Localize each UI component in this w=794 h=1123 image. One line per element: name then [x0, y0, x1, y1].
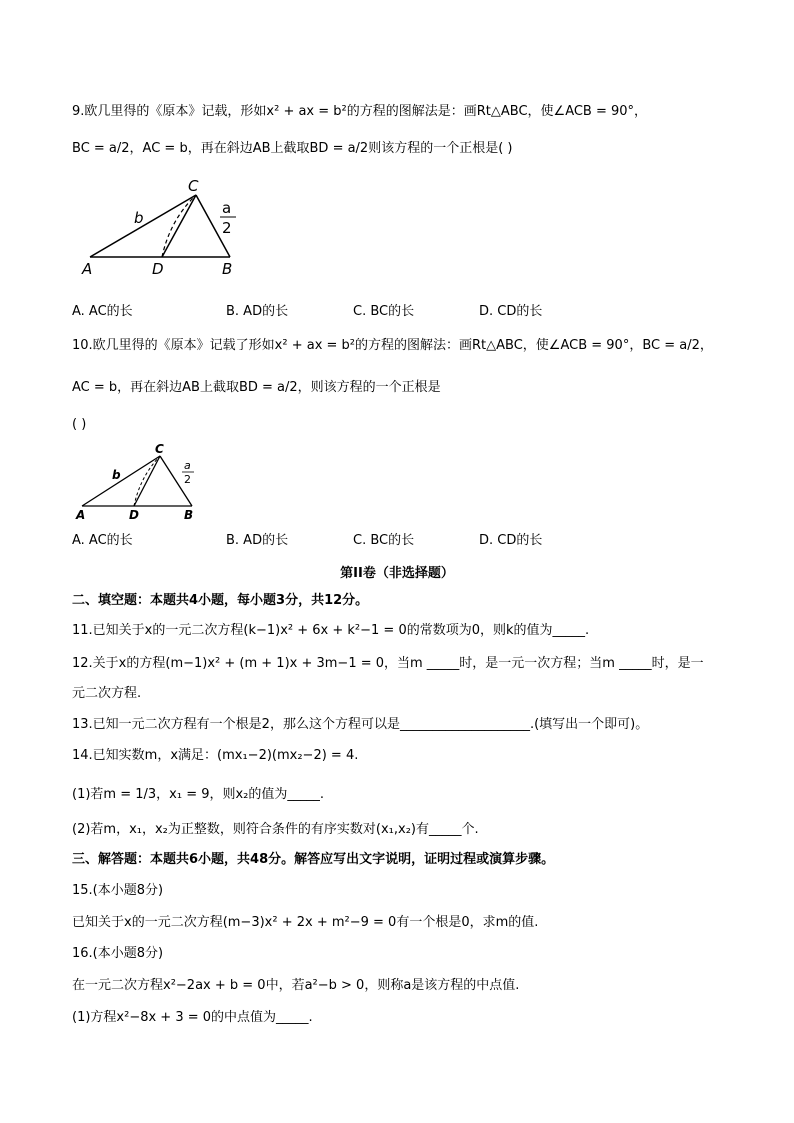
q10-label-C: C	[155, 442, 164, 456]
q10-label-A: A	[76, 508, 86, 522]
q16-part1: (1)方程x²−8x + 3 = 0的中点值为_____.	[72, 1010, 313, 1025]
q10-option-d[interactable]: D. CD的长	[479, 533, 543, 548]
q13-text: 13.已知一元二次方程有一个根是2，那么这个方程可以是____________________.(填写出一个即可)。	[72, 717, 649, 732]
q9-line1: 9.欧几里得的《原本》记载，形如x² + ax = b²的方程的图解法是：画Rt△ABC，使∠ACB = 90°，	[72, 104, 648, 119]
q9-label-C: C	[188, 177, 199, 195]
q10-label-D: D	[129, 508, 139, 522]
q9-option-a[interactable]: A. AC的长	[72, 304, 133, 319]
q9-option-c[interactable]: C. BC的长	[353, 304, 415, 319]
section2-title: 第II卷（非选择题）	[340, 566, 454, 581]
q9-option-d[interactable]: D. CD的长	[479, 304, 543, 319]
q11-text: 11.已知关于x的一元二次方程(k−1)x² + 6x + k²−1 = 0的常数项为0，则k的值为_____.	[72, 623, 590, 638]
q14-text: 14.已知实数m，x满足：(mx₁−2)(mx₂−2) = 4.	[72, 748, 359, 763]
q10-option-a[interactable]: A. AC的长	[72, 533, 133, 548]
q10-figure	[74, 441, 204, 523]
q10-label-2: 2	[184, 473, 191, 486]
q9-label-a: a	[222, 199, 232, 217]
fill-heading: 二、填空题：本题共4小题，每小题3分，共12分。	[72, 593, 369, 608]
q10-label-b: b	[112, 468, 121, 482]
q10-line2: AC = b，再在斜边AB上截取BD = a/2，则该方程的一个正根是	[72, 380, 441, 395]
q10-option-b[interactable]: B. AD的长	[226, 533, 289, 548]
q9-option-b[interactable]: B. AD的长	[226, 304, 289, 319]
q9-label-2: 2	[222, 219, 232, 237]
q10-option-c[interactable]: C. BC的长	[353, 533, 415, 548]
q14-part1: (1)若m = 1/3，x₁ = 9，则x₂的值为_____.	[72, 787, 325, 802]
q10-line1: 10.欧几里得的《原本》记载了形如x² + ax = b²的方程的图解法：画Rt△ABC，使∠ACB = 90°，BC = a/2，	[72, 338, 713, 353]
q10-label-a: a	[184, 459, 191, 472]
q9-label-B: B	[222, 260, 233, 278]
q16-text: 在一元二次方程x²−2ax + b = 0中，若a²−b > 0，则称a是该方程的中点值.	[72, 978, 520, 993]
q9-label-b: b	[134, 209, 144, 227]
q9-label-D: D	[152, 260, 164, 278]
q9-label-A: A	[82, 260, 93, 278]
q12-line2: 元二次方程.	[72, 686, 142, 701]
q15-text: 已知关于x的一元二次方程(m−3)x² + 2x + m²−9 = 0有一个根是0，求m的值.	[72, 915, 539, 930]
q12-line1: 12.关于x的方程(m−1)x² + (m + 1)x + 3m−1 = 0，当m _____时，是一元一次方程；当m _____时，是一	[72, 656, 704, 671]
q10-line3: ( )	[72, 417, 87, 432]
q9-line2: BC = a/2，AC = b，再在斜边AB上截取BD = a/2则该方程的一个正根是( )	[72, 141, 513, 156]
q14-part2: (2)若m，x₁，x₂为正整数，则符合条件的有序实数对(x₁,x₂)有_____个.	[72, 822, 479, 837]
q10-label-B: B	[184, 508, 194, 522]
q15-title: 15.(本小题8分)	[72, 883, 164, 898]
q16-title: 16.(本小题8分)	[72, 946, 164, 961]
solve-heading: 三、解答题：本题共6小题，共48分。解答应写出文字说明，证明过程或演算步骤。	[72, 852, 555, 867]
q9-figure	[80, 175, 250, 280]
